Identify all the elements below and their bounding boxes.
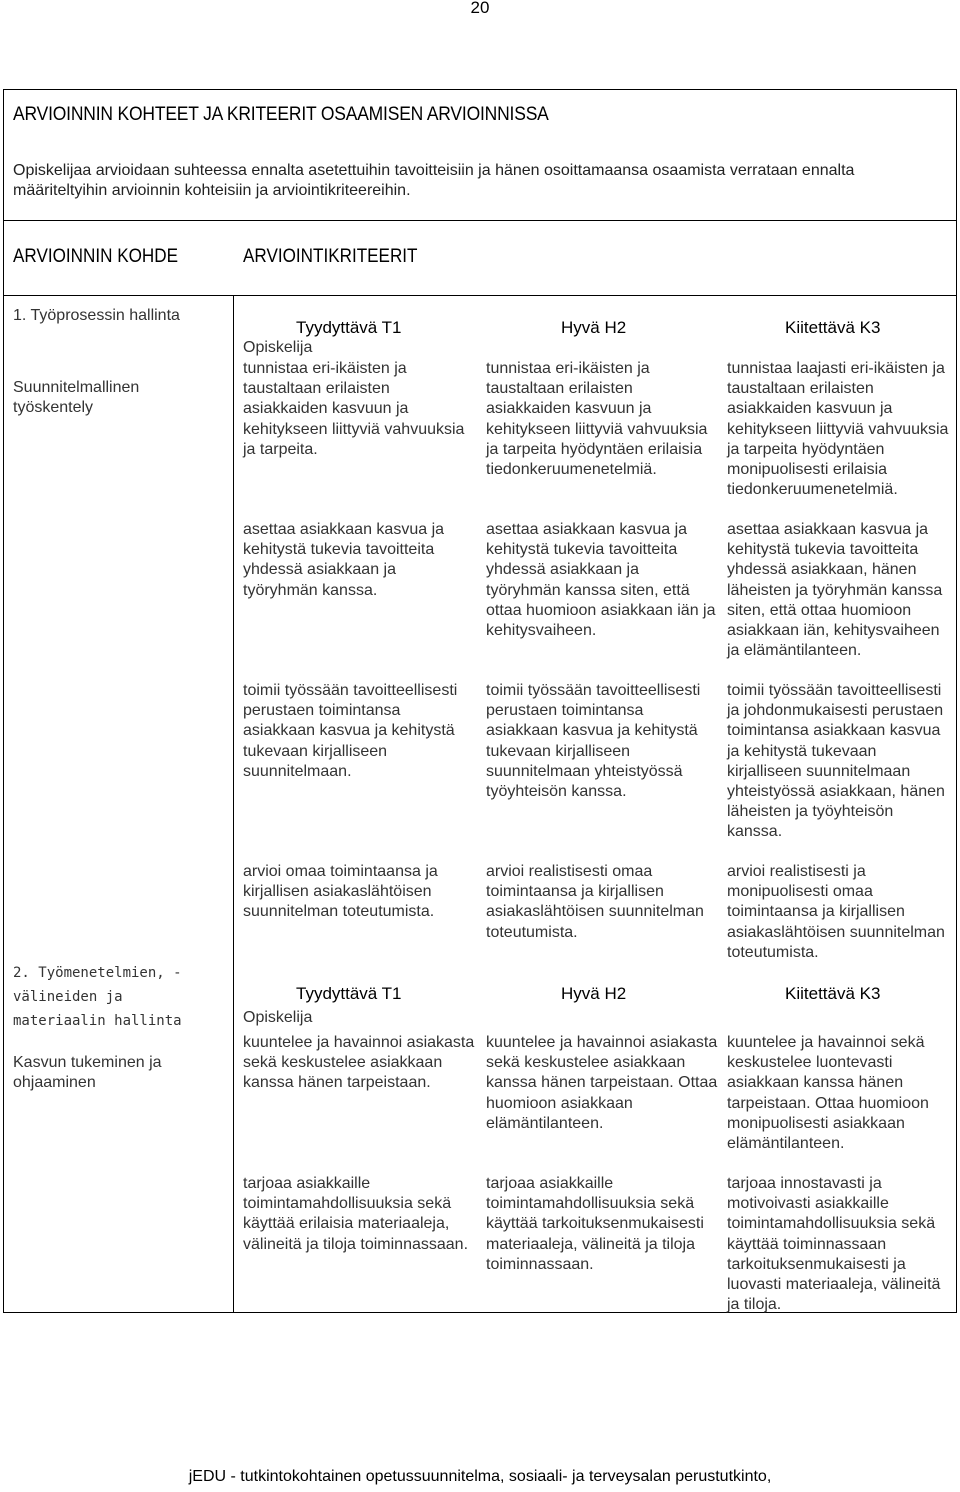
level-h2: Hyvä H2: [561, 984, 627, 1003]
level-h2: Hyvä H2: [561, 318, 627, 337]
criterion-cell: kuuntelee ja havainnoi asiakasta sekä keskustelee asiakkaan kanssa hänen tarpeistaan. Ottaa huomioon asiakkaan elämäntilanteen.: [486, 1034, 718, 1132]
level-k3: Kiitettävä K3: [785, 318, 881, 337]
criterion-cell: tunnistaa laajasti eri-ikäisten ja taustaltaan erilaisten asiakkaiden kasvuun ja kehitykseen liittyviä vahvuuksia ja tarpeita hyödyntäen monipuolisesti erilaisia tiedonkeruumenetelmiä.: [727, 360, 949, 499]
criterion-cell: arvioi realistisesti omaa toimintaansa ja kirjallisen asiakaslähtöisen suunnitelman toteutumista.: [486, 863, 704, 941]
divider: [3, 295, 957, 296]
page-number: 20: [470, 0, 490, 17]
criterion-cell: arvioi realistisesti ja monipuolisesti omaa toimintaansa ja kirjallisen asiakaslähtöisen suunnitelman toteutumista.: [727, 863, 945, 961]
lead-word: Opiskelija: [243, 339, 313, 356]
page-footer: jEDU - tutkintokohtainen opetussuunnitelma, sosiaali- ja terveysalan perustutkinto,: [188, 1468, 772, 1485]
criterion-cell: asettaa asiakkaan kasvua ja kehitystä tukevia tavoitteita yhdessä asiakkaan ja työryhmän kanssa siten, että ottaa huomioon asiakkaan iän ja kehitysvaiheen.: [486, 521, 716, 640]
level-k3: Kiitettävä K3: [785, 984, 881, 1003]
intro-text: Opiskelijaa arvioidaan suhteessa ennalta asetettuihin tavoitteisiin ja hänen osoittamaansa osaamista verrataan ennalta määriteltyihin arvioinnin kohteisiin ja arviointikriteereihin.: [13, 162, 855, 199]
criterion-cell: kuuntelee ja havainnoi asiakasta sekä keskustelee asiakkaan kanssa hänen tarpeistaan.: [243, 1034, 475, 1092]
criterion-cell: tarjoaa asiakkaille toimintamahdollisuuksia sekä käyttää erilaisia materiaaleja, välineitä ja tiloja toiminnassaan.: [243, 1175, 469, 1253]
criterion-cell: toimii työssään tavoitteellisesti perustaen toimintansa asiakkaan kasvua ja kehitystä tukevaan kirjalliseen suunnitelmaan.: [243, 682, 458, 780]
criterion-cell: tarjoaa asiakkaille toimintamahdollisuuksia sekä käyttää tarkoituksenmukaisesti materiaaleja, välineitä ja tiloja toiminnassaan.: [486, 1175, 704, 1273]
criterion-cell: toimii työssään tavoitteellisesti ja johdonmukaisesti perustaen toimintansa asiakkaan kasvua ja kehitystä tukevaan kirjalliseen suunnitelmaan yhteistyössä asiakkaan, hänen läheisten ja työyhteisön kanssa.: [727, 682, 945, 841]
header-target: ARVIOINNIN KOHDE: [13, 246, 179, 267]
criterion-cell: arvioi omaa toimintaansa ja kirjallisen asiakaslähtöisen suunnitelman toteutumista.: [243, 863, 438, 921]
column-divider: [233, 295, 234, 1313]
criterion-cell: asettaa asiakkaan kasvua ja kehitystä tukevia tavoitteita yhdessä asiakkaan, hänen läheisten ja työryhmän kanssa siten, että ottaa huomioon asiakkaan iän, kehitysvaiheen ja elämäntilanteen.: [727, 521, 943, 660]
section-1-target: 1. Työprosessin hallinta: [13, 307, 180, 324]
criterion-cell: tunnistaa eri-ikäisten ja taustaltaan erilaisten asiakkaiden kasvuun ja kehitykseen liittyviä vahvuuksia ja tarpeita.: [243, 360, 465, 458]
criterion-cell: kuuntelee ja havainnoi sekä keskustelee luontevasti asiakkaan kanssa hänen tarpeistaan. Ottaa huomioon monipuolisesti asiakkaan elämäntilanteen.: [727, 1034, 929, 1153]
criterion-cell: toimii työssään tavoitteellisesti perustaen toimintansa asiakkaan kasvua ja kehitystä tukevaan kirjalliseen suunnitelmaan yhteistyössä työyhteisön kanssa.: [486, 682, 701, 801]
level-t1: Tyydyttävä T1: [296, 318, 402, 337]
header-criteria: ARVIOINTIKRITEERIT: [243, 246, 418, 267]
section-2-subtarget: Kasvun tukeminen ja ohjaaminen: [13, 1054, 162, 1091]
criterion-cell: tunnistaa eri-ikäisten ja taustaltaan erilaisten asiakkaiden kasvuun ja kehitykseen liittyviä vahvuuksia ja tarpeita hyödyntäen erilaisia tiedonkeruumenetelmiä.: [486, 360, 708, 479]
level-t1: Tyydyttävä T1: [296, 984, 402, 1003]
criterion-cell: tarjoaa innostavasti ja motivoivasti asiakkaille toimintamahdollisuuksia sekä käyttää toiminnassaan tarkoituksenmukaisesti ja luovasti materiaaleja, välineitä ja tiloja.: [727, 1175, 941, 1314]
criterion-cell: asettaa asiakkaan kasvua ja kehitystä tukevia tavoitteita yhdessä asiakkaan ja työryhmän kanssa.: [243, 521, 445, 599]
divider: [3, 220, 957, 221]
section-2-target: 2. Työmenetelmien, -välineiden ja materiaalin hallinta: [13, 965, 182, 1029]
section-1-subtarget: Suunnitelmallinen työskentely: [13, 379, 140, 416]
lead-word: Opiskelija: [243, 1009, 313, 1026]
page-title: ARVIOINNIN KOHTEET JA KRITEERIT OSAAMISEN ARVIOINNISSA: [13, 104, 549, 125]
